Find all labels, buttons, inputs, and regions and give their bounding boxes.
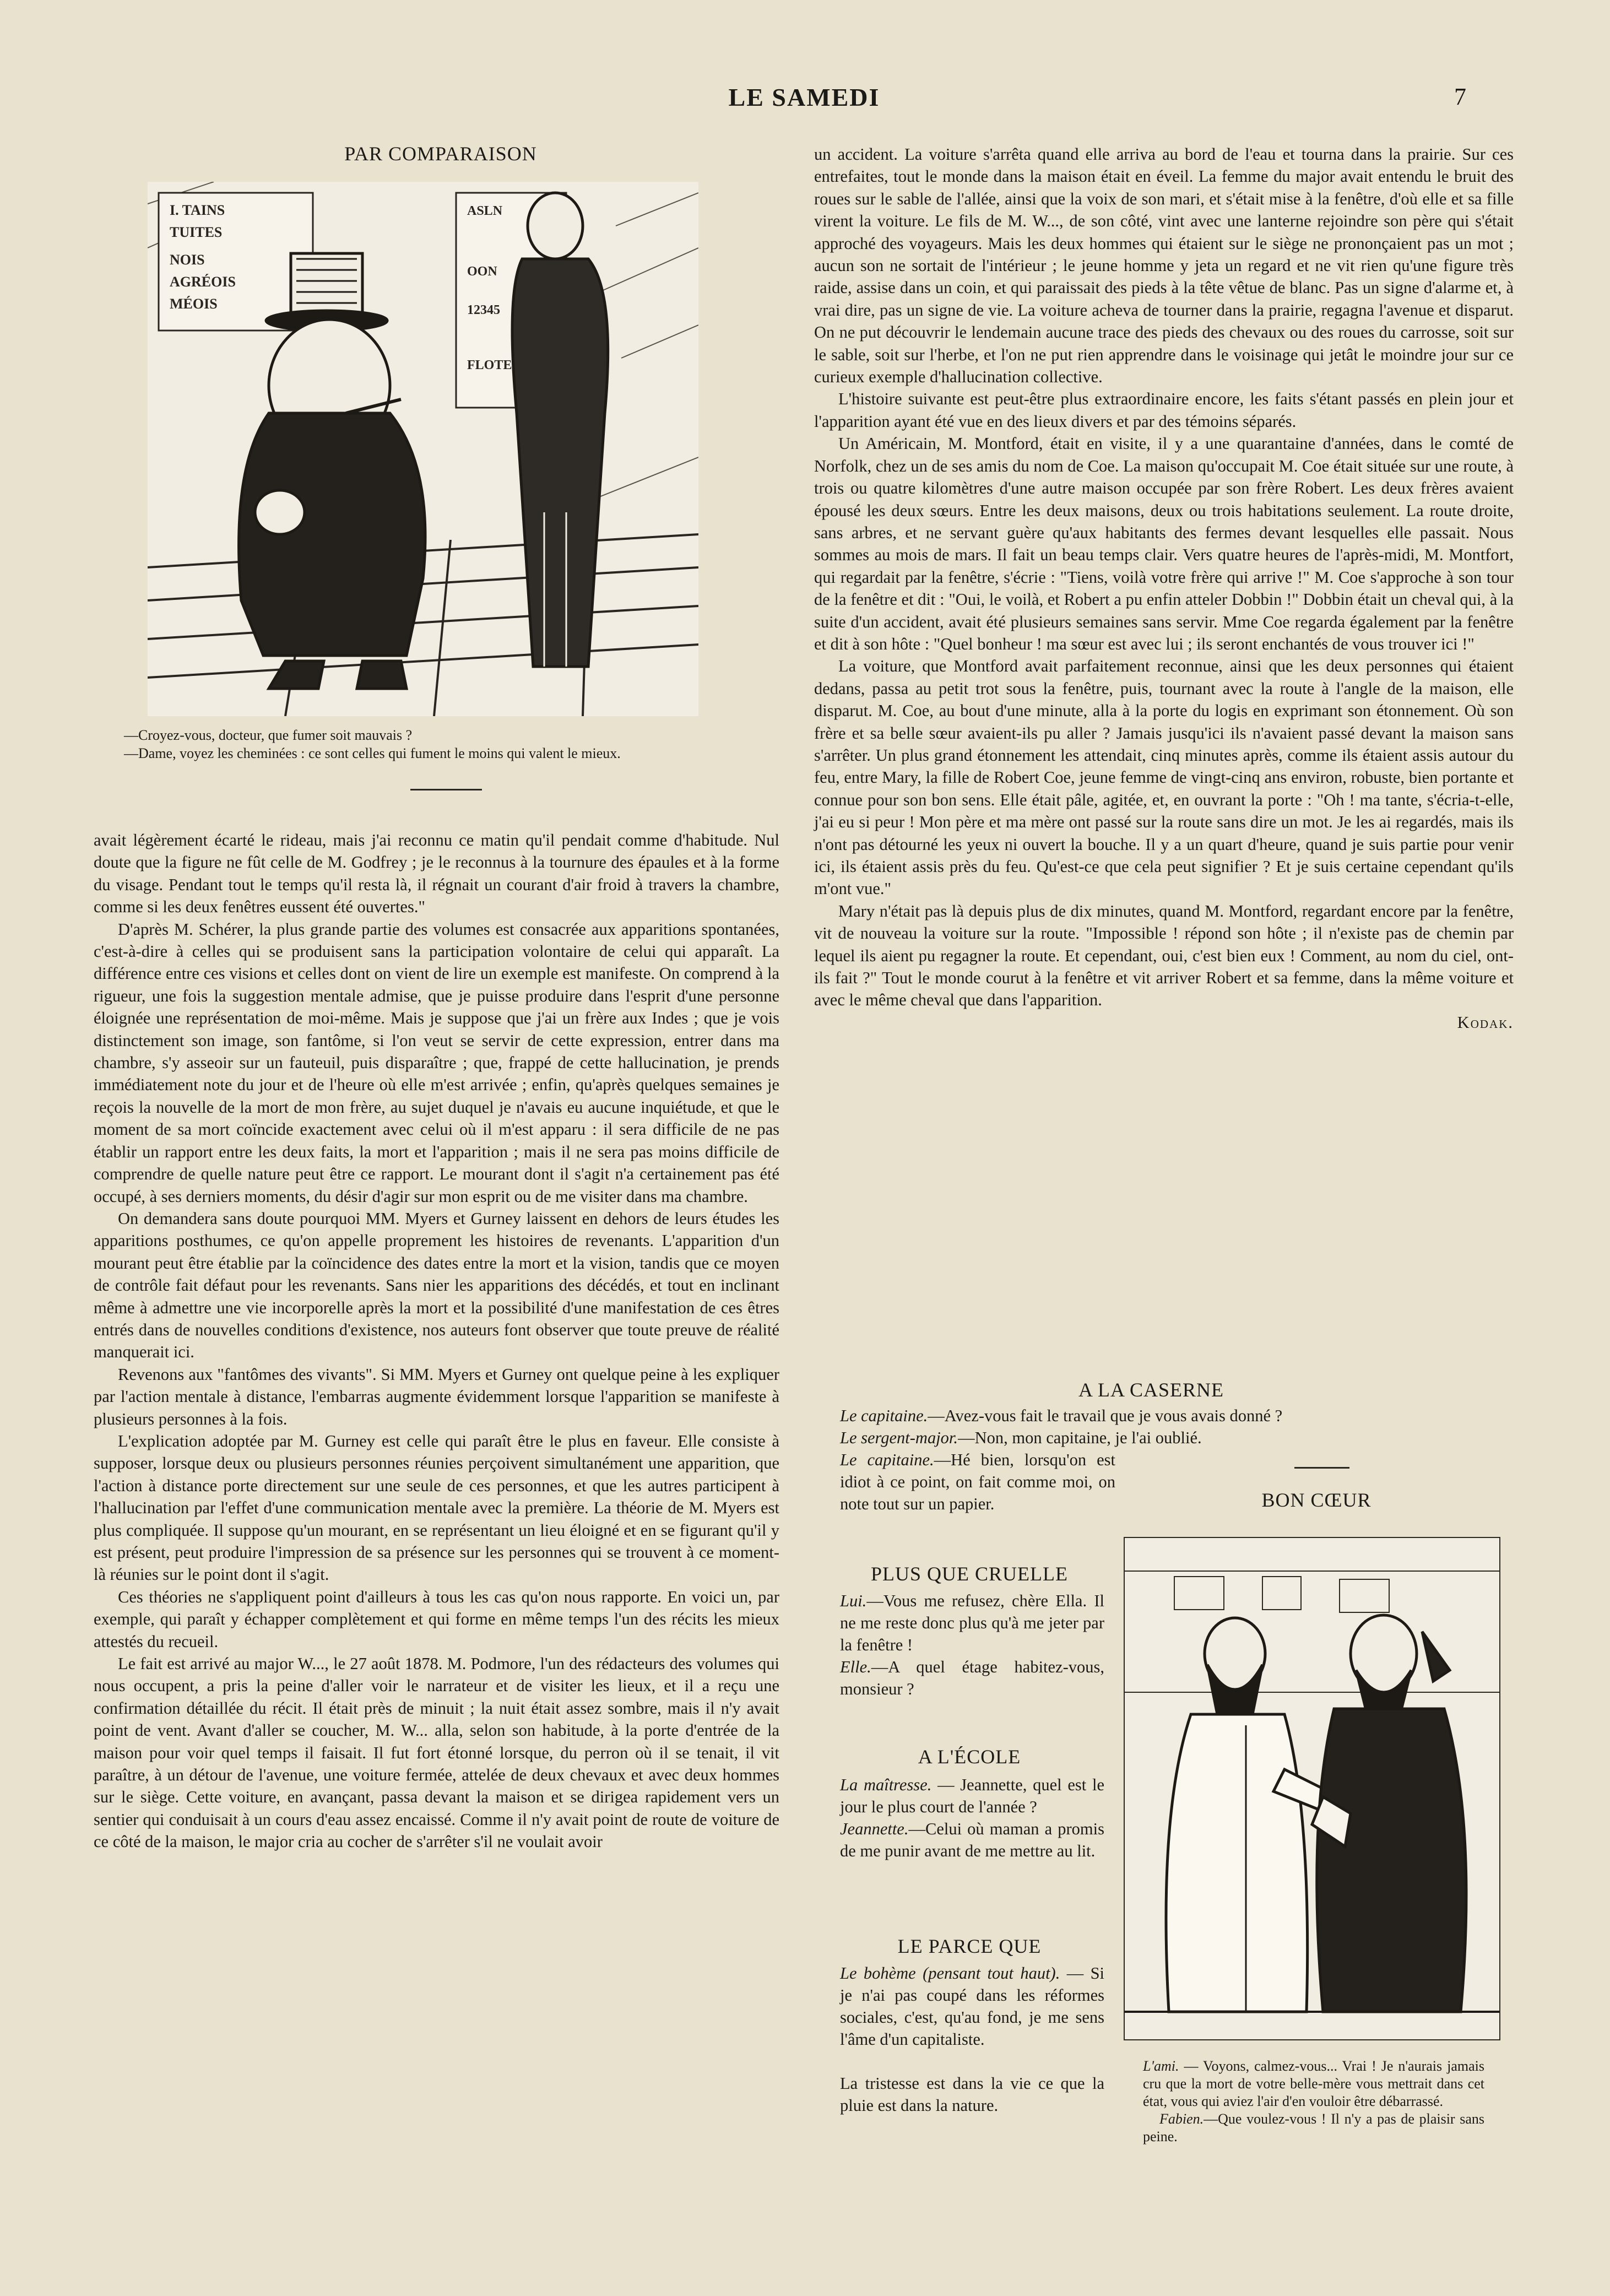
speaker-elle: Elle. <box>840 1658 871 1676</box>
joke-text: —Celui où maman a promis de me punir avant de me mettre au lit. <box>840 1820 1104 1860</box>
paragraph: un accident. La voiture s'arrêta quand elle arriva au bord de l'eau et tourna dans la prairie. Sur ces entrefaites, tout le monde dans la maison était en éveil. La femme du major avait entendu le bruit des roues sur le sable de l'allée, ainsi que la voix de son mari, et s'était mise à la fenêtre, d'où elle et sa fille virent la voiture. Le fils de M. W..., de son côté, vint avec une lanterne rejoindre son père qui s'était approché des voyageurs. Mais les deux hommes qui étaient sur le siège ne prononçaient pas un mot ; aucun son ne sortait de l'intérieur ; le jeune homme y jeta un regard et ne vit rien qu'une figure très raide, assise dans un coin, et qui paraissait des pieds à la tête vêtue de blanc. Pas un signe d'alarme et, à vrai dire, pas un signe de vie. La voiture acheva de tourner dans la prairie, regagna l'avenue et disparut. On ne put découvrir le lendemain aucune trace des pieds des chevaux ou des roues du carrosse, soit sur le sable, soit sur l'herbe, et l'on ne put rien apprendre dans le voisinage qui jetât le moindre jour sur ce curieux exemple d'hallucination collective. <box>814 145 1514 387</box>
paragraph: Mary n'était pas là depuis plus de dix minutes, quand M. Montford, regardant encore par la fenêtre, vit de nouveau la voiture sur la route. "Impossible ! répond son hôte ; il n'existe pas de chemin par lequel ils aient pu regagner la route. Et cependant, oui, c'est bien eux ! Comment, au nom du ciel, ont-ils fait ?" Tout le monde courut à la fenêtre et vit arriver Robert et sa femme, dans la même voiture et avec le même cheval que dans l'apparition. <box>814 901 1514 1010</box>
sign-left-line-3: NOIS <box>170 252 205 268</box>
joke-text: —A quel étage habitez-vous, monsieur ? <box>840 1658 1104 1698</box>
smoking-doctor-illustration <box>148 182 698 716</box>
sign-right-line-1: ASLN <box>467 204 503 218</box>
joke-a-la-caserne-continued <box>840 1449 1115 1515</box>
heading-a-la-caserne: A LA CASERNE <box>1078 1379 1224 1401</box>
caption-bon-coeur <box>1143 2057 1484 2146</box>
sign-left-line-2: TUITES <box>170 224 223 240</box>
paragraph: Un Américain, M. Montford, était en visite, il y a une quarantaine d'années, dans le comté de Norfolk, chez un de ses amis du nom de Coe. La maison qu'occupait M. Coe était située sur une route, à trois ou quatre kilomètres d'une autre maison occupée par son frère Robert. Les deux frères avaient épousé les deux sœurs. Entre les deux maisons, deux ou trois habitations seulement. La route droite, sans arbres, et ne servant guère qu'aux habitants des fermes devant lesquelles elle passait. Nous sommes au mois de mars. Il fait un beau temps clair. Vers quatre heures de l'après-midi, M. Montfort, qui regardait par la fenêtre, s'écrie : "Tiens, voilà votre frère qui arrive !" M. Coe s'approche à son tour de la fenêtre et dit : "Oui, le voilà, et Robert a pu enfin atteler Dobbin !" Dobbin était un cheval qui, à la suite d'un accident, avait été plusieurs semaines sans servir. Mme Coe regarda également par la fenêtre et dit à son hôte : "Quel bonheur ! ma sœur est avec lui ; ils seront enchantés de vous trouver ici !" <box>814 434 1514 653</box>
speaker-capitaine: Le capitaine. <box>840 1450 934 1469</box>
speaker-maitresse: La maîtresse. <box>840 1775 932 1794</box>
sign-right-line-3: 12345 <box>467 303 500 317</box>
caption-text: — Voyons, calmez-vous... Vrai ! Je n'aurais jamais cru que la mort de votre belle-mère vous mettrait dans cet état, vous qui aviez l'air d'en vouloir être débarrassé. <box>1143 2058 1484 2109</box>
paragraph: Ces théories ne s'appliquent point d'ailleurs à tous les cas qu'on nous rapporte. En voici un, par exemple, qui paraît y échapper complètement et qui forme en même temps l'un des récits les mieux attestés du recueil. <box>94 1587 779 1651</box>
paragraph: L'histoire suivante est peut-être plus extraordinaire encore, les faits s'étant passés en plein jour et l'apparition ayant été vue en des lieux divers et par des témoins séparés. <box>814 389 1514 431</box>
joke-text: —Non, mon capitaine, je l'ai oublié. <box>958 1428 1202 1447</box>
sign-left-line-5: MÉOIS <box>170 296 218 312</box>
paragraph: On demandera sans doute pourquoi MM. Myers et Gurney laissent en dehors de leurs études les apparitions posthumes, ce qu'on appelle proprement les histoires de revenants. L'apparition d'un mourant peut être établie par la coïncidence des dates entre la mort et la vision, tandis que ce moyen de contrôle fait défaut pour les revenants. Sans nier les apparitions des décédés, et tout en inclinant même à admettre une vie incorporelle après la mort et la possibilité d'une manifestation de ces êtres entrés dans de nouvelles conditions d'existence, nos auteurs font observer que toute preuve de réalité manquerait ici. <box>94 1209 779 1362</box>
article-signature: Kodak. <box>1457 1012 1514 1032</box>
caption-line-1: —Croyez-vous, docteur, que fumer soit mauvais ? <box>124 727 413 743</box>
two-men-illustration <box>1125 1538 1499 2039</box>
joke-a-l-ecole <box>840 1774 1104 1862</box>
page-number: 7 <box>1454 83 1466 110</box>
speaker-jeannette: Jeannette. <box>840 1820 909 1838</box>
sign-right-line-4: FLOTE <box>467 358 512 372</box>
speaker-sergent-major: Le sergent-major. <box>840 1428 958 1447</box>
section-divider <box>1294 1467 1349 1469</box>
speaker-lui: Lui. <box>840 1591 867 1610</box>
article-column-left <box>94 829 779 1853</box>
heading-bon-coeur: BON CŒUR <box>1261 1489 1372 1511</box>
joke-le-parce-que <box>840 1962 1104 2116</box>
joke-text: — Jeannette, quel est le jour le plus court de l'année ? <box>840 1775 1104 1816</box>
heading-a-l-ecole: A L'ÉCOLE <box>918 1746 1021 1768</box>
section-divider <box>410 789 482 790</box>
caption-line-2: —Dame, voyez les cheminées : ce sont celles qui fument le moins qui valent le mieux. <box>124 745 621 761</box>
joke-plus-que-cruelle <box>840 1590 1104 1700</box>
joke-text: —Hé bien, lorsqu'on est idiot à ce point, on fait comme moi, on note tout sur un papier. <box>840 1450 1116 1513</box>
heading-le-parce-que: LE PARCE QUE <box>897 1935 1042 1957</box>
speaker-capitaine: Le capitaine. <box>840 1406 928 1425</box>
sign-left-line-4: AGRÉOIS <box>170 274 236 290</box>
running-head: LE SAMEDI <box>728 83 880 111</box>
paragraph: Revenons aux "fantômes des vivants". Si MM. Myers et Gurney ont quelque peine à les expliquer par l'action mentale à distance, l'embarras augmente évidemment lorsque l'apparition se manifeste à plusieurs personnes à la fois. <box>94 1364 779 1428</box>
cartoon-par-comparaison <box>148 182 698 716</box>
paragraph: avait légèrement écarté le rideau, mais j'ai reconnu ce matin qu'il pendait comme d'habitude. Nul doute que la figure ne fût celle de M. Godfrey ; je le reconnus à la tournure des épaules et à la forme du visage. Pendant tout le temps qu'il resta là, il régnait un courant d'air froid à travers la chambre, comme si les deux fenêtres eussent été ouvertes." <box>94 831 779 917</box>
joke-a-la-caserne <box>840 1405 1490 1449</box>
paragraph: L'explication adoptée par M. Gurney est celle qui paraît être le plus en faveur. Elle consiste à supposer, lorsque deux ou plusieurs personnes réunies perçoivent simultanément une apparition, que l'action à distance porte directement sur une seule de ces personnes, et que les autres participent à l'hallucination par l'effet d'une communication mentale avec la première. La théorie de M. Myers est plus compliquée. Il suppose qu'un mourant, en se représentant un lieu éloigné et en se figurant qu'il y est présent, peut produire l'impression de sa présence sur les personnes qui se trouvent à ce moment-là réunies sur le point dont il s'agit. <box>94 1431 779 1584</box>
cartoon-bon-coeur <box>1124 1537 1500 2040</box>
caption-text: —Que voulez-vous ! Il n'y a pas de plaisir sans peine. <box>1143 2111 1484 2145</box>
cartoon-caption-par-comparaison <box>124 726 779 762</box>
sign-right-line-2: OON <box>467 264 497 279</box>
heading-plus-que-cruelle: PLUS QUE CRUELLE <box>871 1563 1068 1585</box>
joke-text: — Si je n'ai pas coupé dans les réformes sociales, c'est, qu'au fond, je me sens l'âme d'un capitaliste. <box>840 1964 1105 2049</box>
speaker-ami: L'ami. <box>1143 2058 1179 2074</box>
maxim-text: La tristesse est dans la vie ce que la pluie est dans la nature. <box>840 2074 1104 2115</box>
speaker-boheme: Le bohème (pensant tout haut). <box>840 1964 1060 1983</box>
joke-text: —Vous me refusez, chère Ella. Il ne me reste donc plus qu'à me jeter par la fenêtre ! <box>840 1591 1104 1654</box>
article-column-right <box>814 143 1514 1033</box>
paragraph: D'après M. Schérer, la plus grande partie des volumes est consacrée aux apparitions spontanées, c'est-à-dire à celles qui se produisent sans la participation volontaire de celui qui apparaît. La différence entre ces visions et celles dont on vient de lire un exemple est manifeste. On comprend à la rigueur, une fois la suggestion mentale admise, que je puisse produire dans l'esprit d'une personne éloignée une représentation de moi-même. Mais je suppose que j'ai un frère aux Indes ; que je vois distinctement son image, son fantôme, si l'on veut se servir de cette expression, entrer dans ma chambre, s'y asseoir sur un fauteuil, puis disparaître ; que, frappé de cette hallucination, je prends immédiatement note du jour et de l'heure où elle m'est arrivée ; enfin, qu'après quelques semaines je reçois la nouvelle de la mort de mon frère, au sujet duquel je n'avais eu aucune inquiétude, et que le moment de sa mort coïncide exactement avec celui où il m'est apparu : il sera difficile de ne pas établir un rapport entre les deux faits, la mort et l'apparition ; mais il ne sera pas moins difficile de comprendre de quelle nature peut être ce rapport. Le mourant dont il s'agit n'a certainement pas été occupé, à ses derniers moments, du désir d'agir sur mon esprit ou de me visiter dans ma chambre. <box>94 919 779 1206</box>
sign-left-line-1: I. TAINS <box>170 202 225 218</box>
paragraph: Le fait est arrivé au major W..., le 27 août 1878. M. Podmore, l'un des rédacteurs des volumes qui nous occupent, a pris la peine d'aller voir le narrateur et de visiter les lieux, et il a reçu une confirmation détaillée du récit. Il était près de minuit ; la nuit était assez sombre, mais il n'y avait point de vent. Avant d'aller se coucher, M. W... alla, selon son habitude, à la porte d'entrée de la maison pour voir quel temps il faisait. Il fut fort étonné lorsque, du perron où il se tenait, il vit paraître, à un détour de l'avenue, une voiture fermée, attelée de deux chevaux et avec deux hommes sur le siège. Cette voiture, en avançant, passa devant la maison et se dirigea rapidement vers un sentier qui conduisait à un cours d'eau assez encaissé. Comme il n'y avait point de route de voiture de ce côté de la maison, le major cria au cocher de s'arrêter s'il ne voulait avoir <box>94 1654 779 1851</box>
cartoon-heading-par-comparaison: PAR COMPARAISON <box>344 143 537 165</box>
speaker-fabien: Fabien. <box>1159 2111 1204 2127</box>
paragraph: La voiture, que Montford avait parfaitement reconnue, ainsi que les deux personnes qui étaient dedans, passa au petit trot sous la fenêtre, puis, tournant avec la route à l'angle de la maison, elle disparut. M. Coe, au bout d'une minute, alla à la porte du logis en exprimant son étonnement. Où son frère et sa belle sœur avaient-ils pu aller ? Jamais jusqu'ici ils n'avaient passé devant la maison sans s'arrêter. Un plus grand étonnement les attendait, cinq minutes après, comme ils étaient assis autour du feu, entre Mary, la fille de Robert Coe, jeune femme de vingt-cinq ans environ, robuste, bien portante et connue pour son bon sens. Elle était pâle, agitée, et, en ouvrant la porte : "Oh ! ma tante, s'écria-t-elle, j'ai eu si peur ! Mon père et ma mère ont passé sur la route sans dire un mot. Je les ai regardés, mais ils n'ont pas détourné les yeux ni ouvert la bouche. Il y a un quart d'heure, quand je suis partie pour venir ici, ils étaient assis près du feu. Qu'est-ce que cela peut signifier ? Et je suis certaine cependant qu'ils m'ont vue." <box>814 657 1514 898</box>
joke-text: —Avez-vous fait le travail que je vous avais donné ? <box>928 1406 1283 1425</box>
